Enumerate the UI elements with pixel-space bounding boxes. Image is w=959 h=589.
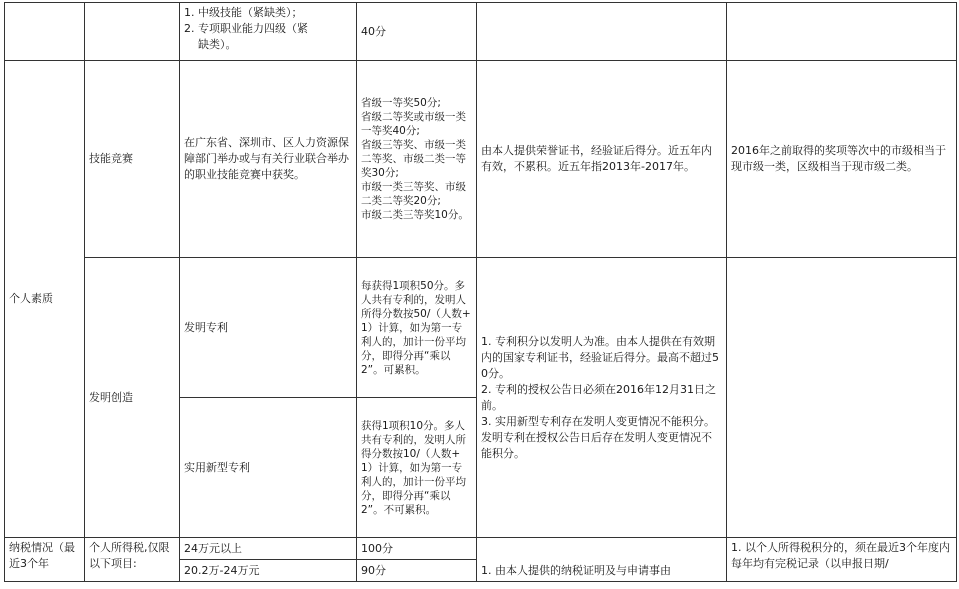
sub-item-cell: 实用新型专利 (180, 398, 357, 538)
item-name-cell: 发明创造 (85, 258, 180, 538)
note-line: 1. 专利积分以发明人为准。由本人提供在有效期内的国家专利证书，经验证后得分。最高不超过50分。 (481, 334, 719, 380)
score-line: 省级一等奖50分; (361, 97, 441, 109)
list-item: 2. 专项职业能力四级（紧 (184, 22, 308, 35)
note-cell: 1. 由本人提供的纳税证明及与申请事由 (477, 538, 727, 582)
table-row (5, 61, 957, 258)
score-cell (357, 61, 477, 258)
table-cell (5, 3, 85, 61)
remark-cell (727, 258, 957, 538)
score-line: 省级三等奖、市级一类二等奖、市级二类一等奖30分; (361, 139, 466, 179)
note-line: 3. 实用新型专利存在发明人变更情况不能积分。发明专利在授权公告日后存在发明人变更情况不能积分。 (481, 414, 715, 460)
table-row (5, 3, 957, 61)
remark-cell: 1. 以个人所得税积分的，须在最近3个年度内每年均有完税记录（以申报日期/ (727, 538, 957, 582)
list-item: 1. 中级技能（紧缺类）； (184, 6, 303, 19)
note-cell (477, 258, 727, 538)
score-line: 省级二等奖或市级一类一等奖40分; (361, 111, 466, 137)
table-row (5, 258, 957, 398)
note-cell: 由本人提供荣誉证书，经验证后得分。近五年内有效，不累积。近五年指2013年-2017年。 (477, 61, 727, 258)
range-cell: 20.2万-24万元 (180, 560, 357, 582)
score-cell: 40分 (357, 3, 477, 61)
note-line: 2. 专利的授权公告日必须在2016年12月31日之前。 (481, 382, 716, 412)
category-cell: 个人素质 (5, 61, 85, 538)
category-cell: 纳税情况（最近3个年 (5, 538, 85, 582)
table-cell (727, 3, 957, 61)
score-cell: 100分 (357, 538, 477, 560)
score-cell: 获得1项积10分。多人共有专利的，发明人所得分数按10/（人数+1）计算，如为第一专利人的，加计一份平均分，即得分再“乘以2”。不可累积。 (357, 398, 477, 538)
table-row (5, 538, 957, 560)
points-table (4, 2, 957, 582)
remark-cell: 2016年之前取得的奖项等次中的市级相当于现市级一类，区级相当于现市级二类。 (727, 61, 957, 258)
score-line: 市级二类三等奖10分。 (361, 209, 469, 221)
desc-cell: 在广东省、深圳市、区人力资源保障部门举办或与有关行业联合举办的职业技能竞赛中获奖。 (180, 61, 357, 258)
table-cell (85, 3, 180, 61)
list-item: 缺类）。 (198, 38, 237, 51)
item-name-cell: 个人所得税,仅限以下项目: (85, 538, 180, 582)
table-cell (477, 3, 727, 61)
score-line: 市级一类三等奖、市级二类二等奖20分; (361, 181, 466, 207)
skill-items-cell (180, 3, 357, 61)
score-cell: 90分 (357, 560, 477, 582)
score-cell: 每获得1项积50分。多人共有专利的，发明人所得分数按50/（人数+1）计算，如为第一专利人的，加计一份平均分，即得分再“乘以2”。可累积。 (357, 258, 477, 398)
range-cell: 24万元以上 (180, 538, 357, 560)
sub-item-cell: 发明专利 (180, 258, 357, 398)
item-name-cell: 技能竞赛 (85, 61, 180, 258)
